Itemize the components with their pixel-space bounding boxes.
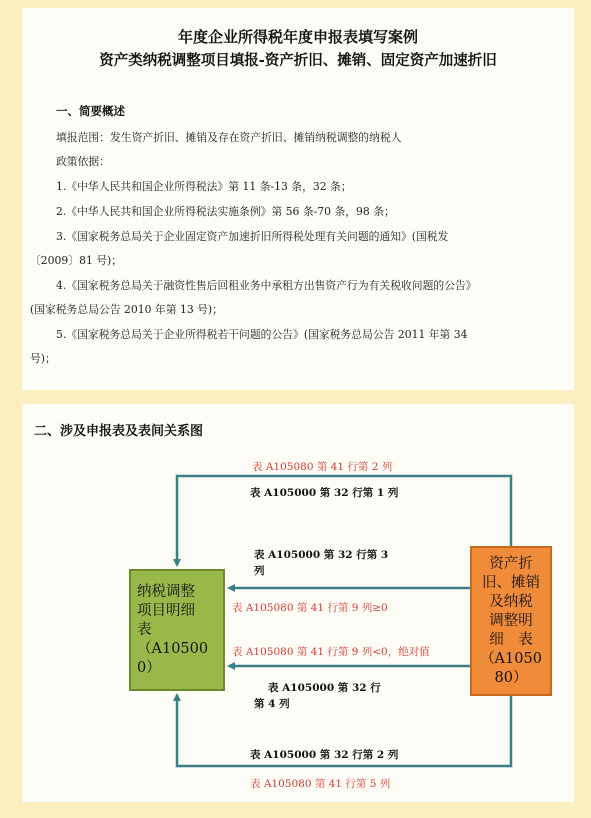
left-box-line: （A10500 <box>137 640 209 657</box>
right-box-line: 细 表 <box>489 631 533 648</box>
label-col2: 表 A105000 第 32 行第 2 列 <box>250 749 399 761</box>
policy-item-4-cont: (国家税务总局公告 2010 年第 13 号)； <box>30 303 223 316</box>
scope-line: 填报范围：发生资产折旧、摊销及存在资产折旧、摊销纳税调整的纳税人 <box>56 131 402 144</box>
label-ge0: 表 A105080 第 41 行第 9 列≥0 <box>232 602 388 614</box>
policy-item-2: 2.《中华人民共和国企业所得税法实施条例》第 56 条-70 条，98 条； <box>56 205 395 218</box>
depreciation-detail-table-box <box>470 546 552 696</box>
label-col4: 表 A105000 第 32 行 <box>268 682 381 694</box>
policy-item-3-cont: 〔2009〕81 号)； <box>30 254 123 267</box>
right-box-line: 调整明 <box>489 612 533 629</box>
label-col3-cont: 列 <box>254 565 265 577</box>
page-subtitle: 资产类纳税调整项目填报-资产折旧、摊销、固定资产加速折旧 <box>99 53 497 69</box>
section1-heading: 一、简要概述 <box>56 104 125 118</box>
policy-label: 政策依据： <box>56 155 110 168</box>
label-col3: 表 A105000 第 32 行第 3 <box>254 549 389 561</box>
label-col1: 表 A105000 第 32 行第 1 列 <box>250 487 399 499</box>
right-box-line: 及纳税 <box>489 593 533 610</box>
left-box-line: 项目明细 <box>137 602 195 619</box>
label-lt0: 表 A105080 第 41 行第 9 列<0，绝对值 <box>232 646 430 658</box>
right-box-line: （A1050 <box>480 650 542 667</box>
label-red-bottom: 表 A105080 第 41 行第 5 列 <box>250 778 391 790</box>
section2-heading: 二、涉及申报表及表间关系图 <box>34 424 204 439</box>
overview-panel <box>22 8 574 390</box>
policy-item-5-cont: 号)； <box>30 352 56 365</box>
right-box-line: 资产折 <box>489 555 533 572</box>
left-box-line: 纳税调整 <box>137 583 195 600</box>
adjustment-detail-table-box <box>129 569 225 691</box>
left-box-line: 表 <box>137 621 152 638</box>
label-col4-cont: 第 4 列 <box>254 698 290 710</box>
diagram-panel <box>22 404 574 802</box>
policy-item-1: 1.《中华人民共和国企业所得税法》第 11 条-13 条，32 条； <box>56 180 352 193</box>
policy-item-4: 4.《国家税务总局关于融资性售后回租业务中承租方出售资产行为有关税收问题的公告》 <box>56 279 477 292</box>
page-title: 年度企业所得税年度申报表填写案例 <box>177 28 418 46</box>
right-box-line: 旧、摊销 <box>482 574 540 591</box>
right-box-line: 80） <box>494 669 528 686</box>
left-box-line: 0） <box>137 659 161 676</box>
policy-item-3: 3.《国家税务总局关于企业固定资产加速折旧所得税处理有关问题的通知》(国税发 <box>56 230 449 243</box>
label-red-top: 表 A105080 第 41 行第 2 列 <box>252 461 393 473</box>
policy-item-5: 5.《国家税务总局关于企业所得税若干问题的公告》(国家税务总局公告 2011 年第 34 <box>56 328 468 341</box>
